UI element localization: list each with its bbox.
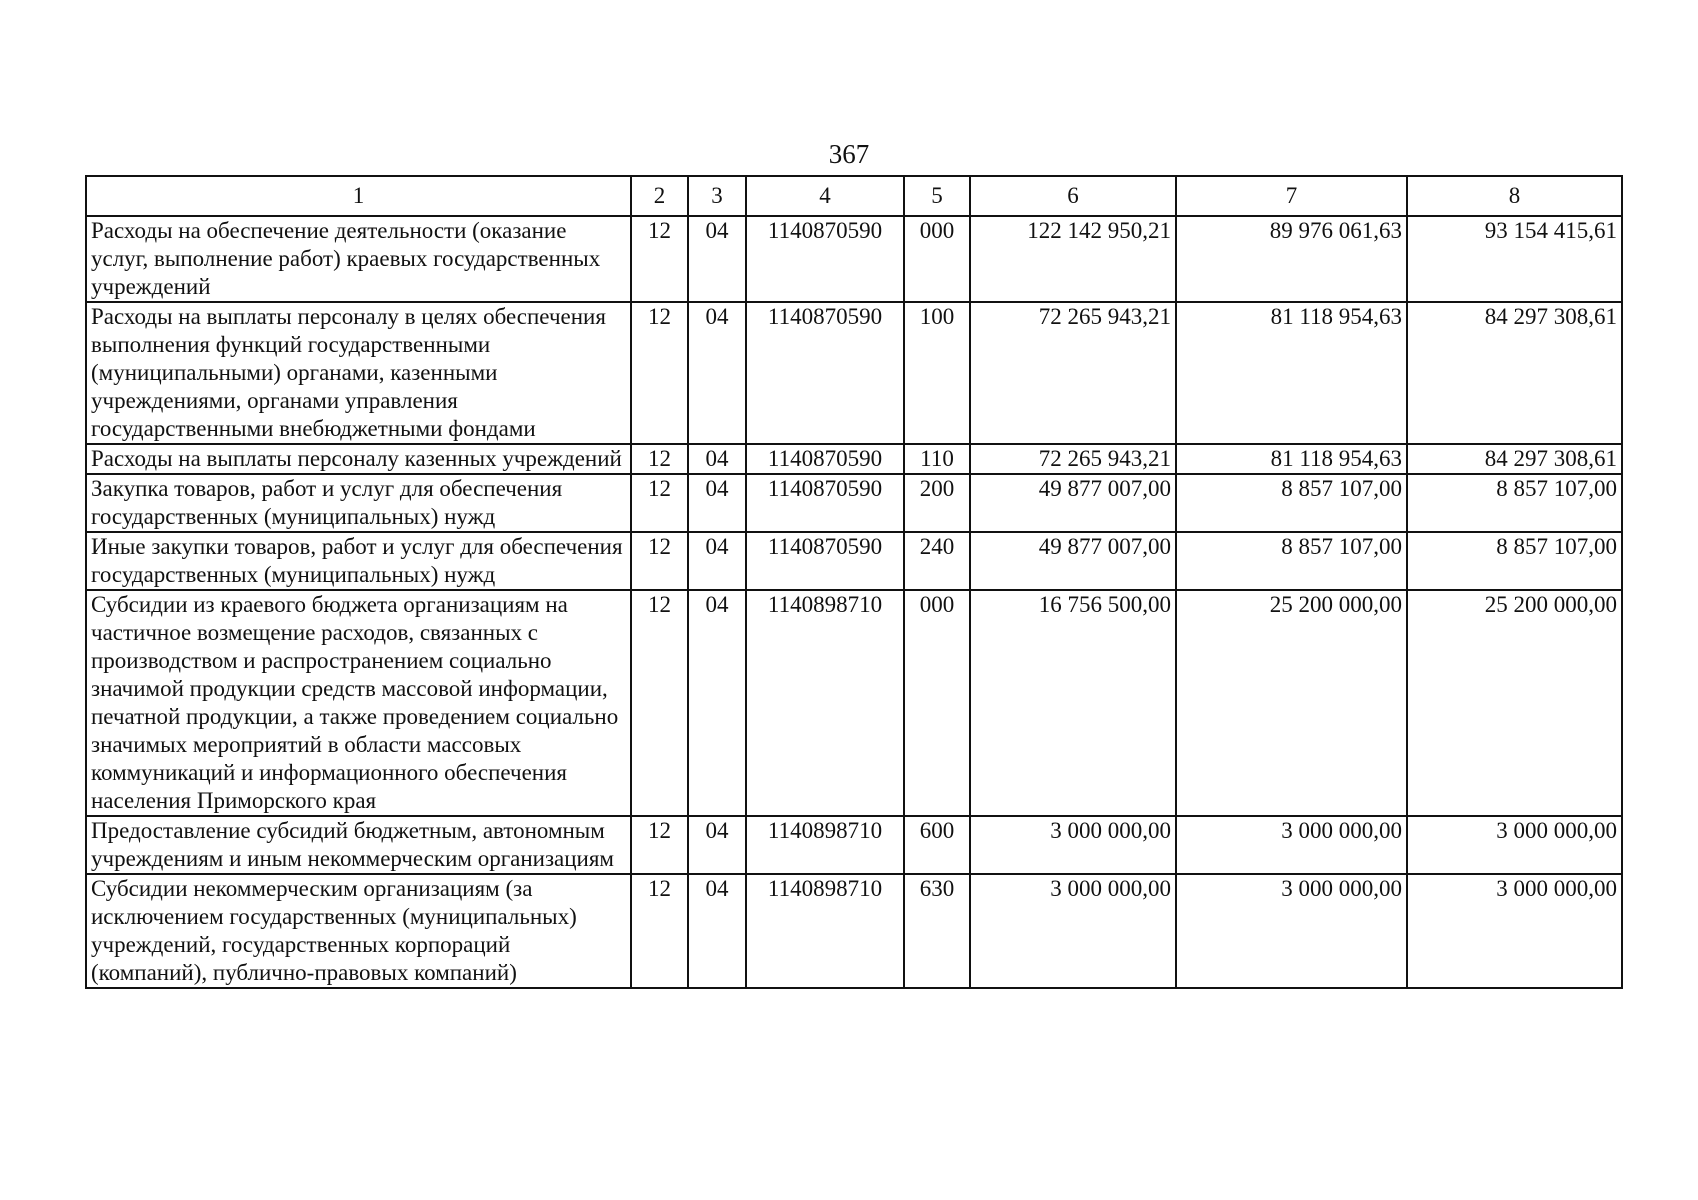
row-section: 12 <box>631 590 688 816</box>
column-header: 5 <box>904 176 970 216</box>
row-amount-col7: 8 857 107,00 <box>1176 474 1407 532</box>
row-target-code: 1140870590 <box>746 444 904 474</box>
row-target-code: 1140870590 <box>746 532 904 590</box>
table-row <box>86 874 1622 988</box>
row-expense-type: 630 <box>904 874 970 988</box>
row-amount-col6: 16 756 500,00 <box>970 590 1176 816</box>
row-amount-col6: 72 265 943,21 <box>970 302 1176 444</box>
table-row <box>86 444 1622 474</box>
row-amount-col8: 3 000 000,00 <box>1407 874 1622 988</box>
row-target-code: 1140898710 <box>746 816 904 874</box>
column-header: 4 <box>746 176 904 216</box>
row-target-code: 1140898710 <box>746 874 904 988</box>
row-amount-col6: 49 877 007,00 <box>970 532 1176 590</box>
page-number: 367 <box>828 139 870 169</box>
table-row <box>86 590 1622 816</box>
column-header: 6 <box>970 176 1176 216</box>
row-target-code: 1140898710 <box>746 590 904 816</box>
column-header: 1 <box>86 176 631 216</box>
row-target-code: 1140870590 <box>746 474 904 532</box>
row-amount-col6: 49 877 007,00 <box>970 474 1176 532</box>
row-amount-col8: 3 000 000,00 <box>1407 816 1622 874</box>
row-section: 12 <box>631 302 688 444</box>
row-subsection: 04 <box>688 816 746 874</box>
table-row <box>86 302 1622 444</box>
table-row <box>86 474 1622 532</box>
column-header: 7 <box>1176 176 1407 216</box>
table-row <box>86 816 1622 874</box>
row-amount-col6: 72 265 943,21 <box>970 444 1176 474</box>
row-amount-col8: 93 154 415,61 <box>1407 216 1622 302</box>
row-expense-type: 100 <box>904 302 970 444</box>
row-amount-col7: 25 200 000,00 <box>1176 590 1407 816</box>
row-expense-type: 000 <box>904 216 970 302</box>
row-subsection: 04 <box>688 302 746 444</box>
row-amount-col8: 8 857 107,00 <box>1407 474 1622 532</box>
row-amount-col6: 3 000 000,00 <box>970 874 1176 988</box>
row-section: 12 <box>631 216 688 302</box>
row-subsection: 04 <box>688 474 746 532</box>
row-amount-col8: 8 857 107,00 <box>1407 532 1622 590</box>
row-amount-col7: 81 118 954,63 <box>1176 444 1407 474</box>
row-section: 12 <box>631 474 688 532</box>
budget-table <box>85 175 1623 989</box>
row-amount-col6: 122 142 950,21 <box>970 216 1176 302</box>
row-amount-col8: 84 297 308,61 <box>1407 444 1622 474</box>
row-description: Субсидии из краевого бюджета организациям на частичное возмещение расходов, связанных с производством и распространением социально значимой продукции средств массовой информации, печатной продукции, а также проведением социально значимых мероприятий в области массовых коммуникаций и информационного обеспечения населения Приморского края <box>86 590 631 816</box>
row-expense-type: 110 <box>904 444 970 474</box>
row-description: Иные закупки товаров, работ и услуг для обеспечения государственных (муниципальных) нужд <box>86 532 631 590</box>
row-expense-type: 000 <box>904 590 970 816</box>
column-header: 3 <box>688 176 746 216</box>
row-amount-col7: 81 118 954,63 <box>1176 302 1407 444</box>
row-description: Закупка товаров, работ и услуг для обеспечения государственных (муниципальных) нужд <box>86 474 631 532</box>
row-expense-type: 200 <box>904 474 970 532</box>
row-section: 12 <box>631 444 688 474</box>
row-amount-col8: 25 200 000,00 <box>1407 590 1622 816</box>
row-subsection: 04 <box>688 590 746 816</box>
row-subsection: 04 <box>688 874 746 988</box>
row-amount-col6: 3 000 000,00 <box>970 816 1176 874</box>
row-amount-col8: 84 297 308,61 <box>1407 302 1622 444</box>
row-expense-type: 240 <box>904 532 970 590</box>
table-row <box>86 532 1622 590</box>
row-subsection: 04 <box>688 216 746 302</box>
column-header: 8 <box>1407 176 1622 216</box>
row-description: Расходы на выплаты персоналу в целях обеспечения выполнения функций государственными (муниципальными) органами, казенными учреждениями, органами управления государственными внебюджетными фондами <box>86 302 631 444</box>
row-amount-col7: 8 857 107,00 <box>1176 532 1407 590</box>
row-amount-col7: 3 000 000,00 <box>1176 816 1407 874</box>
row-amount-col7: 89 976 061,63 <box>1176 216 1407 302</box>
row-section: 12 <box>631 874 688 988</box>
header-row <box>86 176 1622 216</box>
row-section: 12 <box>631 532 688 590</box>
row-section: 12 <box>631 816 688 874</box>
row-description: Субсидии некоммерческим организациям (за исключением государственных (муниципальных) учреждений, государственных корпораций (компаний), публично-правовых компаний) <box>86 874 631 988</box>
row-amount-col7: 3 000 000,00 <box>1176 874 1407 988</box>
row-description: Расходы на выплаты персоналу казенных учреждений <box>86 444 631 474</box>
row-subsection: 04 <box>688 444 746 474</box>
table-row <box>86 216 1622 302</box>
column-header: 2 <box>631 176 688 216</box>
row-expense-type: 600 <box>904 816 970 874</box>
row-target-code: 1140870590 <box>746 216 904 302</box>
row-subsection: 04 <box>688 532 746 590</box>
row-description: Предоставление субсидий бюджетным, автономным учреждениям и иным некоммерческим организациям <box>86 816 631 874</box>
row-description: Расходы на обеспечение деятельности (оказание услуг, выполнение работ) краевых государственных учреждений <box>86 216 631 302</box>
row-target-code: 1140870590 <box>746 302 904 444</box>
